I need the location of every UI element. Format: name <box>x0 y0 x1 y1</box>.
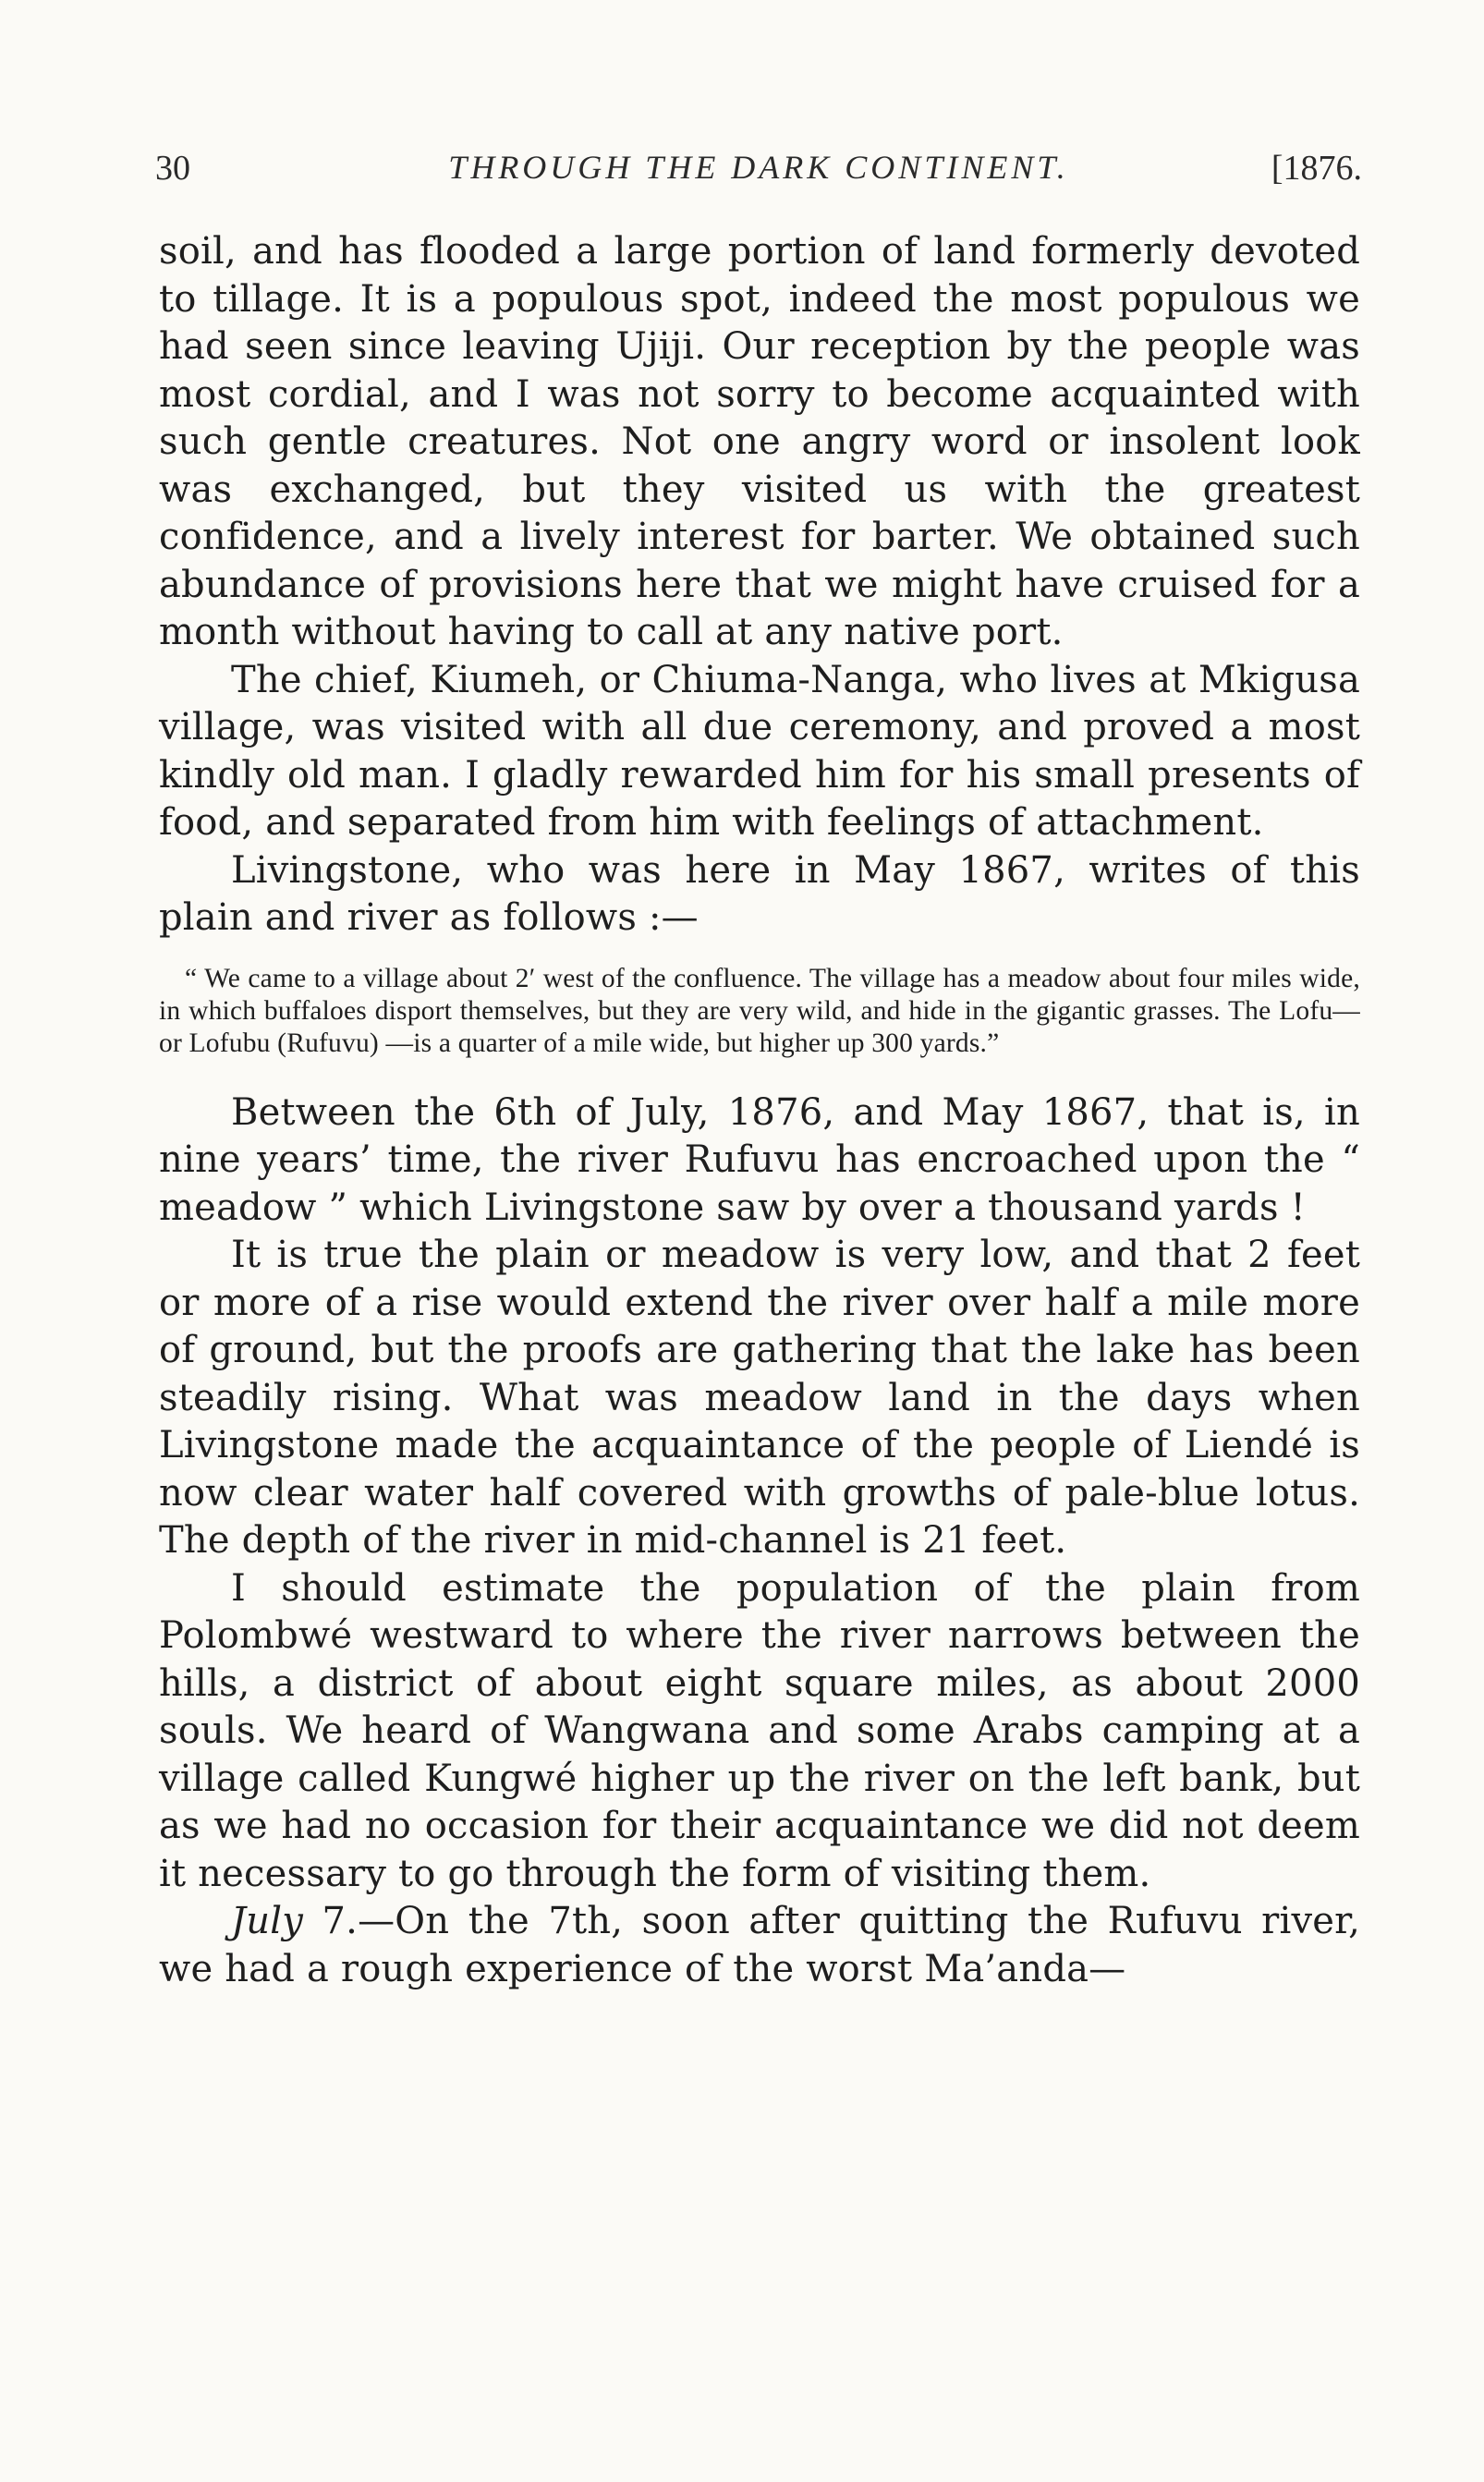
body-text <box>159 228 1360 1993</box>
running-head <box>155 148 1362 203</box>
quote-text: “ We came to a village about 2′ west of the confluence. The village has a meadow about four miles wide, in which buffaloes disport themselves, but they are very wild, and hide in the gigantic grasses. The Lofu—or Lofubu (Rufuvu) —is a quarter of a mile wide, but higher up 300 yards.” <box>159 963 1360 1058</box>
paragraph-july-seventh <box>159 1898 1360 1993</box>
running-year: [1876. <box>1271 149 1362 188</box>
block-quote <box>159 963 1360 1060</box>
paragraph-livingstone: Livingstone, who was here in May 1867, writes of this plain and river as follows :— <box>159 848 1360 939</box>
running-title: THROUGH THE DARK CONTINENT. <box>448 149 1069 186</box>
paragraph-meadow: It is true the plain or meadow is very low, and that 2 feet or more of a rise would extend the river over half a mile more of ground, but the proofs are gathering that the lake has been steadily rising. What was meadow land in the days when Livingstone made the acquaintance of the people of Liendé is now clear water half covered with growths of pale-blue lotus. The depth of the river in mid-channel is 21 feet. <box>159 1234 1360 1562</box>
paragraph-chief: The chief, Kiumeh, or Chiuma-Nanga, who lives at Mkigusa village, was visited with all due ceremony, and proved a most kindly old man. I gladly rewarded him for his small presents of food, and separated from him with feelings of attachment. <box>159 658 1360 844</box>
paragraph-population: I should estimate the population of the plain from Polombwé westward to where the river narrows between the hills, a district of about eight square miles, as about 2000 souls. We heard of Wangwana and some Arabs camping at a village called Kungwé higher up the river on the left bank, but as we had no occasion for their acquaintance we did not deem it necessary to go through the form of visiting them. <box>159 1566 1360 1895</box>
date-label: July <box>231 1900 303 1942</box>
paragraph-continued: soil, and has flooded a large portion of land formerly devoted to tillage. It is a populous spot, indeed the most populous we had seen since leaving Ujiji. Our reception by the people was most cordial, and I was not sorry to become acquainted with such gentle creatures. Not one angry word or insolent look was exchanged, but they visited us with the greatest confidence, and a lively interest for barter. We obtained such abundance of provisions here that we might have cruised for a month without having to call at any native port. <box>159 230 1360 653</box>
paragraph-between-dates: Between the 6th of July, 1876, and May 1867, that is, in nine years’ time, the river Rufuvu has encroached upon the “ meadow ” which Livingstone saw by over a thousand yards ! <box>159 1090 1360 1229</box>
july-seventh-text: 7.—On the 7th, soon after quitting the Rufuvu river, we had a rough experience of the worst Ma’anda— <box>159 1900 1360 1990</box>
page-number: 30 <box>155 149 190 188</box>
